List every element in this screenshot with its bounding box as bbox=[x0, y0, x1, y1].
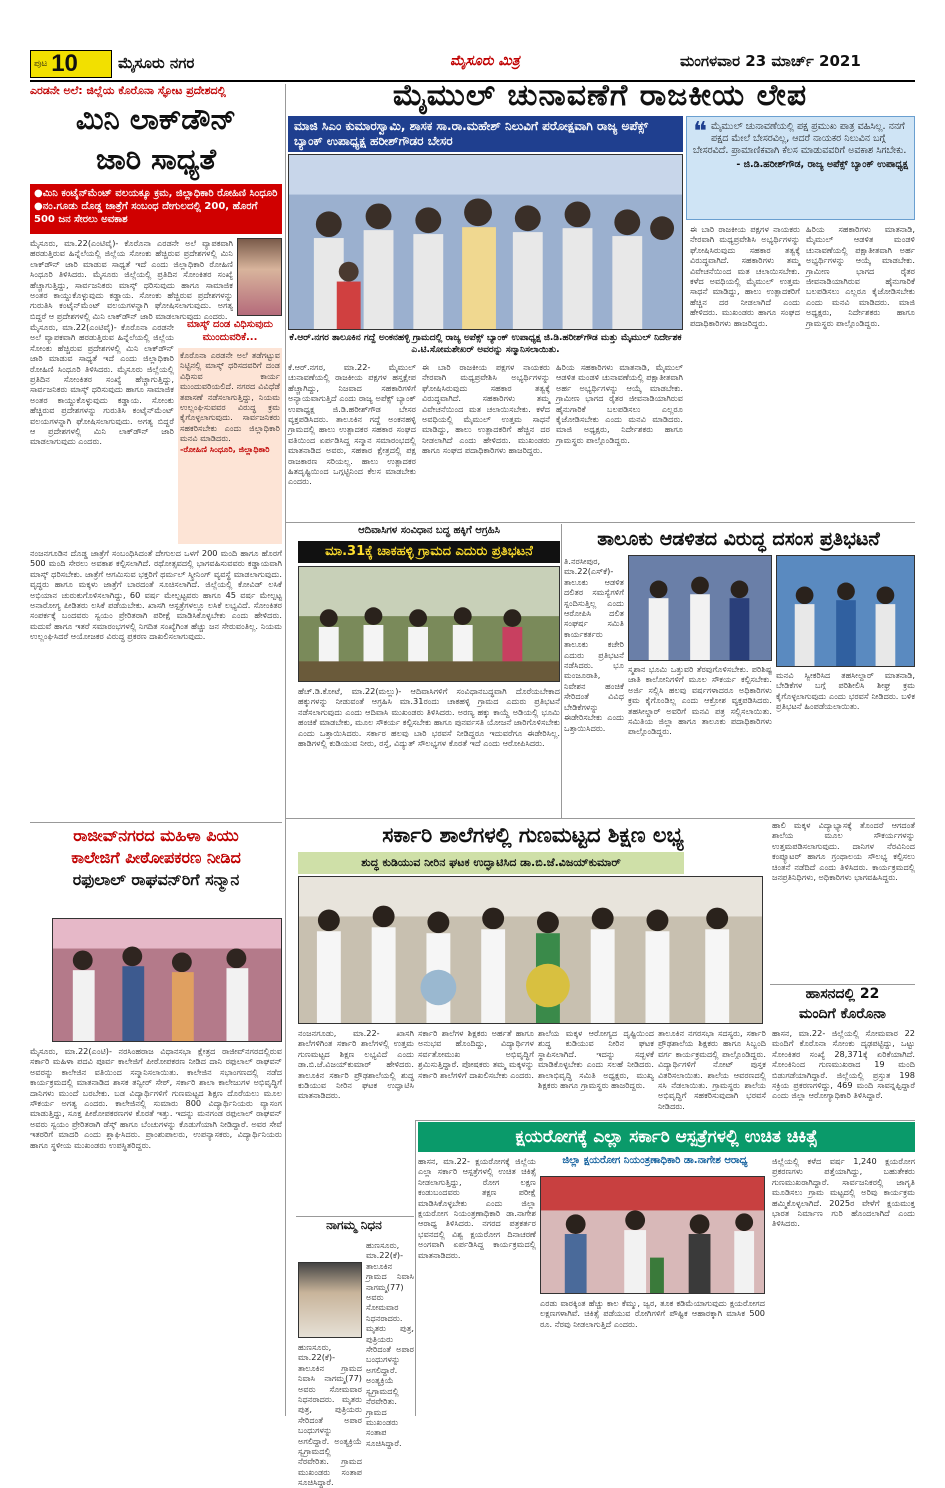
quote-mark-icon: ❝ bbox=[693, 117, 707, 147]
lockdown-headline-line1: ಮಿನಿ ಲಾಕ್‌ಡೌನ್ bbox=[75, 102, 237, 136]
mask-fine-box-title: ಮಾಸ್ಕ್ ದಂಡ ವಿಧಿಸುವುದು ಮುಂದುವರಿಕೆ... bbox=[187, 319, 273, 343]
lockdown-kicker: ಎರಡನೇ ಅಲೆ: ಜಿಲ್ಲೆಯ ಕೊರೊನಾ ಸ್ಫೋಟ ಪ್ರದೇಶದಲ್ಲಿ bbox=[30, 84, 226, 97]
rajiv-headline-line3: ರಫುಲಾಲ್ ರಾಘವನ್‌ರಿಗೆ ಸನ್ಮಾನ bbox=[72, 870, 240, 889]
lead-body-col5: ಹಿರಿಯ ಸಹಕಾರಿಗಳು ಮಾತನಾಡಿ, ಮೈಮುಲ್ ಆಡಳಿತ ಮಂಡಳಿ ಚುನಾವಣೆಯಲ್ಲಿ ಪಕ್ಷಾತೀತವಾಗಿ ಅರ್ಹ ಅಭ್ಯರ್ಥಿಗಳನ್ನು ಆಯ್ಕೆ ಮಾಡಬೇಕು. ಗ್ರಾಮೀಣ ಭಾಗದ ರೈತರ ಜೀವನಾಡಿಯಾಗಿರುವ ಹೈನುಗಾರಿಕೆ ಬಲಪಡಿಸಲು ಎಲ್ಲರೂ ಕೈಜೋಡಿಸಬೇಕು ಎಂದು ಮನವಿ ಮಾಡಿದರು. ಮಾಜಿ ಅಧ್ಯಕ್ಷರು, ನಿರ್ದೇಶಕರು ಹಾಗೂ ಗ್ರಾಮಸ್ಥರು ಪಾಲ್ಗೊಂಡಿದ್ದರು. bbox=[806, 224, 915, 328]
hassan-body: ಹಾಸನ, ಮಾ.22- ಜಿಲ್ಲೆಯಲ್ಲಿ ಸೋಮವಾರ 22 ಮಂದಿಗೆ ಕೊರೊನಾ ಸೋಂಕು ದೃಢಪಟ್ಟಿದ್ದು, ಒಟ್ಟು ಸೋಂಕಿತರ ಸಂಖ್ಯೆ 28,371ಕ್ಕೆ ಏರಿಕೆಯಾಗಿದೆ. ಸೋಂಕಿನಿಂದ ಗುಣಮುಖರಾದ 19 ಮಂದಿ ಬಿಡುಗಡೆಯಾಗಿದ್ದಾರೆ. ಜಿಲ್ಲೆಯಲ್ಲಿ ಪ್ರಸ್ತುತ 198 ಸಕ್ರಿಯ ಪ್ರಕರಣಗಳಿದ್ದು, 469 ಮಂದಿ ಸಾವನ್ನಪ್ಪಿದ್ದಾರೆ ಎಂದು ಜಿಲ್ಲಾ ಆರೋಗ್ಯಾಧಿಕಾರಿ ತಿಳಿಸಿದ್ದಾರೆ. bbox=[772, 1028, 915, 1101]
page-label: ಪುಟ bbox=[34, 59, 48, 69]
dc-portrait bbox=[237, 238, 282, 316]
rajiv-body: ಮೈಸೂರು, ಮಾ.22(ಎಂಟಿ)- ನರಸಿಂಹರಾಜ ವಿಧಾನಸಭಾ ಕ್ಷೇತ್ರದ ರಾಜೀವ್‌ನಗರದಲ್ಲಿರುವ ಸರ್ಕಾರಿ ಮಹಿಳಾ ಪದವಿ ಪೂರ್ವ ಕಾಲೇಜಿಗೆ ಪೀಠೋಪಕರಣ ನೀಡಿದ ದಾನಿ ರಫುಲಾಲ್ ರಾಘವನ್ ಅವರನ್ನು ಕಾಲೇಜಿನ ವತಿಯಿಂದ ಸನ್ಮಾನಿಸಲಾಯಿತು. ಕಾಲೇಜಿನ ಸಭಾಂಗಣದಲ್ಲಿ ನಡೆದ ಕಾರ್ಯಕ್ರಮದಲ್ಲಿ ಮಾತನಾಡಿದ ಶಾಸಕ ತನ್ವೀರ್ ಸೇಠ್, ಸರ್ಕಾರಿ ಶಾಲಾ ಕಾಲೇಜುಗಳ ಅಭಿವೃದ್ಧಿಗೆ ದಾನಿಗಳು ಮುಂದೆ ಬರಬೇಕು. ಬಡ ವಿದ್ಯಾರ್ಥಿಗಳಿಗೆ ಗುಣಮಟ್ಟದ ಶಿಕ್ಷಣ ದೊರೆಯಲು ಮೂಲ ಸೌಕರ್ಯ ಅಗತ್ಯ ಎಂದರು. ಕಾಲೇಜಿನಲ್ಲಿ ಸುಮಾರು 800 ವಿದ್ಯಾರ್ಥಿನಿಯರು ವ್ಯಾಸಂಗ ಮಾಡುತ್ತಿದ್ದು, ಸೂಕ್ತ ಪೀಠೋಪಕರಣಗಳ ಕೊರತೆ ಇತ್ತು. ಇದನ್ನು ಮನಗಂಡ ರಫುಲಾಲ್ ರಾಘವನ್ ಅವರು ಸ್ವಯಂ ಪ್ರೇರಿತರಾಗಿ ಡೆಸ್ಕ್ ಹಾಗೂ ಬೆಂಚುಗಳನ್ನು ಕೊಡುಗೆಯಾಗಿ ನೀಡಿದ್ದಾರೆ. ಅವರ ಸೇವೆ ಇತರರಿಗೆ ಮಾದರಿ ಎಂದು ಶ್ಲಾಘಿಸಿದರು. ಪ್ರಾಂಶುಪಾಲರು, ಉಪನ್ಯಾಸಕರು, ವಿದ್ಯಾರ್ಥಿನಿಯರು ಹಾಗೂ ಸ್ಥಳೀಯ ಮುಖಂಡರು ಉಪಸ್ಥಿತರಿದ್ದರು. bbox=[30, 1046, 282, 1150]
rule-above-hassan bbox=[770, 984, 915, 985]
lead-photo bbox=[288, 154, 683, 330]
rule-above-rajiv bbox=[30, 822, 282, 823]
lockdown-highlights: ●ಮಿನಿ ಕಂಟೈನ್‌ಮೆಂಟ್ ವಲಯಕ್ಕೂ ಕ್ರಮ, ಜಿಲ್ಲಾಧಿಕಾರಿ ರೋಹಿಣಿ ಸಿಂಧೂರಿ ●ನಂ.ಗೂಡು ದೊಡ್ಡ ಜಾತ್ರೆಗೆ ಸಂಬಂಧ ದೇಗುಲದಲ್ಲಿ 200, ಹೊರಗೆ 500 ಜನ ಸೇರಲು ಅವಕಾಶ bbox=[30, 184, 282, 234]
page-number: 10 bbox=[51, 50, 78, 77]
lead-headline: ಮೈಮುಲ್ ಚುನಾವಣೆಗೆ ರಾಜಕೀಯ ಲೇಪ bbox=[392, 78, 808, 113]
mask-fine-box-signature: -ರೋಹಿಣಿ ಸಿಂಧೂರಿ, ಜಿಲ್ಲಾಧಿಕಾರಿ bbox=[180, 443, 270, 454]
school-body-col2: ಸರ್ಕಾರಿ ಶಾಲೆಗಳ ಶಿಕ್ಷಕರು ಅರ್ಹತೆ ಹಾಗೂ ಅನುಭವ ಹೊಂದಿದ್ದು, ವಿದ್ಯಾರ್ಥಿಗಳ ಸರ್ವತೋಮುಖ ಅಭಿವೃದ್ಧಿಗೆ ಶ್ರಮಿಸುತ್ತಿದ್ದಾರೆ. ಪೋಷಕರು ತಮ್ಮ ಮಕ್ಕಳನ್ನು ಸರ್ಕಾರಿ ಶಾಲೆಗಳಿಗೆ ದಾಖಲಿಸಬೇಕು ಎಂದರು. bbox=[418, 1028, 534, 1080]
hassan-headline-line1: ಹಾಸನದಲ್ಲಿ 22 bbox=[805, 986, 880, 1002]
rule-below-lead bbox=[286, 522, 915, 523]
hassan-headline-line2: ಮಂದಿಗೆ ಕೊರೊನಾ bbox=[799, 1006, 886, 1022]
lead-quote-box bbox=[686, 116, 915, 220]
school-subheadline: ಶುದ್ಧ ಕುಡಿಯುವ ನೀರಿನ ಘಟಕ ಉದ್ಘಾಟಿಸಿದ ಡಾ.ಬಿ.ಜೆ.ವಿಜಯ್‌ಕುಮಾರ್ bbox=[298, 852, 684, 874]
obituary-headline: ನಾಗಮ್ಮ ನಿಧನ bbox=[326, 1218, 382, 1232]
mask-fine-box bbox=[178, 348, 282, 544]
tb-body-col1: ಹಾಸನ, ಮಾ.22- ಕ್ಷಯರೋಗಕ್ಕೆ ಜಿಲ್ಲೆಯ ಎಲ್ಲಾ ಸರ್ಕಾರಿ ಆಸ್ಪತ್ರೆಗಳಲ್ಲಿ ಉಚಿತ ಚಿಕಿತ್ಸೆ ನೀಡಲಾಗುತ್ತಿದ್ದು, ರೋಗ ಲಕ್ಷಣ ಕಂಡುಬಂದವರು ತಕ್ಷಣ ಪರೀಕ್ಷೆ ಮಾಡಿಸಿಕೊಳ್ಳಬೇಕು ಎಂದು ಜಿಲ್ಲಾ ಕ್ಷಯರೋಗ ನಿಯಂತ್ರಣಾಧಿಕಾರಿ ಡಾ.ನಾಗೇಶ ಆರಾಧ್ಯ ತಿಳಿಸಿದರು. ನಗರದ ಪತ್ರಕರ್ತರ ಭವನದಲ್ಲಿ ವಿಶ್ವ ಕ್ಷಯರೋಗ ದಿನಾಚರಣೆ ಅಂಗವಾಗಿ ಏರ್ಪಡಿಸಿದ್ದ ಕಾರ್ಯಕ್ರಮದಲ್ಲಿ ಮಾತನಾಡಿದರು. bbox=[418, 1156, 536, 1260]
paper-logo: ಮೈಸೂರು ಮಿತ್ರ bbox=[450, 53, 520, 69]
tb-photo bbox=[540, 1176, 765, 1294]
school-body-col5: ಹಾಲಿ ಮಕ್ಕಳ ವಿದ್ಯಾಭ್ಯಾಸಕ್ಕೆ ತೊಂದರೆ ಆಗದಂತೆ ಶಾಲೆಯ ಮೂಲ ಸೌಕರ್ಯಗಳನ್ನು ಉತ್ತಮಪಡಿಸಲಾಗುವುದು. ದಾನಿಗಳ ನೆರವಿನಿಂದ ಕಂಪ್ಯೂಟರ್ ಹಾಗೂ ಗ್ರಂಥಾಲಯ ಸೌಲಭ್ಯ ಕಲ್ಪಿಸಲು ಚಿಂತನೆ ನಡೆದಿದೆ ಎಂದು ತಿಳಿಸಿದರು. ಕಾರ್ಯಕ್ರಮದಲ್ಲಿ ಜನಪ್ರತಿನಿಧಿಗಳು, ಅಧಿಕಾರಿಗಳು ಭಾಗವಹಿಸಿದ್ದರು. bbox=[772, 820, 915, 883]
school-body-col1: ನಂಜನಗೂಡು, ಮಾ.22- ಖಾಸಗಿ ಶಾಲೆಗಳಿಗಿಂತ ಸರ್ಕಾರಿ ಶಾಲೆಗಳಲ್ಲಿ ಉತ್ತಮ ಗುಣಮಟ್ಟದ ಶಿಕ್ಷಣ ಲಭ್ಯವಿದೆ ಎಂದು ಡಾ.ಬಿ.ಜೆ.ವಿಜಯ್‌ಕುಮಾರ್ ಹೇಳಿದರು. ತಾಲೂಕಿನ ಸರ್ಕಾರಿ ಪ್ರೌಢಶಾಲೆಯಲ್ಲಿ ಶುದ್ಧ ಕುಡಿಯುವ ನೀರಿನ ಘಟಕ ಉದ್ಘಾಟಿಸಿ ಮಾತನಾಡಿದರು. bbox=[298, 1028, 414, 1101]
tribal-body: ಹೆಚ್.ಡಿ.ಕೋಟೆ, ಮಾ.22(ಮಲ್ಲು)- ಆದಿವಾಸಿಗಳಿಗೆ ಸಂವಿಧಾನಬದ್ಧವಾಗಿ ದೊರೆಯಬೇಕಾದ ಹಕ್ಕುಗಳನ್ನು ನೀಡುವಂತೆ ಆಗ್ರಹಿಸಿ ಮಾ.31ರಂದು ಚಾಕಹಳ್ಳಿ ಗ್ರಾಮದ ಎದುರು ಪ್ರತಿಭಟನೆ ನಡೆಸಲಾಗುವುದು ಎಂದು ಆದಿವಾಸಿ ಮುಖಂಡರು ತಿಳಿಸಿದರು. ಅರಣ್ಯ ಹಕ್ಕು ಕಾಯ್ದೆ ಅಡಿಯಲ್ಲಿ ಭೂಮಿ ಹಂಚಿಕೆ ಮಾಡಬೇಕು, ಮೂಲ ಸೌಕರ್ಯ ಕಲ್ಪಿಸಬೇಕು ಹಾಗೂ ಪುನರ್ವಸತಿ ಯೋಜನೆ ಜಾರಿಗೊಳಿಸಬೇಕು ಎಂದು ಒತ್ತಾಯಿಸಿದರು. ಸರ್ಕಾರ ಹಲವು ಬಾರಿ ಭರವಸೆ ನೀಡಿದ್ದರೂ ಇದುವರೆಗೂ ಈಡೇರಿಸಿಲ್ಲ. ಹಾಡಿಗಳಲ್ಲಿ ಕುಡಿಯುವ ನೀರು, ರಸ್ತೆ, ವಿದ್ಯುತ್ ಸೌಲಭ್ಯಗಳ ಕೊರತೆ ಇದೆ ಎಂದು ಆರೋಪಿಸಿದರು. bbox=[298, 686, 560, 749]
school-body-col3: ಶಾಲೆಯ ಮಕ್ಕಳ ಆರೋಗ್ಯದ ದೃಷ್ಟಿಯಿಂದ ಶುದ್ಧ ಕುಡಿಯುವ ನೀರಿನ ಘಟಕ ಸ್ಥಾಪಿಸಲಾಗಿದೆ. ಇದನ್ನು ಸದ್ಬಳಕೆ ಮಾಡಿಕೊಳ್ಳಬೇಕು ಎಂದು ಸಲಹೆ ನೀಡಿದರು. ಶಾಲಾಭಿವೃದ್ಧಿ ಸಮಿತಿ ಅಧ್ಯಕ್ಷರು, ಮುಖ್ಯ ಶಿಕ್ಷಕರು ಹಾಗೂ ಗ್ರಾಮಸ್ಥರು ಹಾಜರಿದ್ದರು. bbox=[538, 1028, 654, 1091]
lead-quote-text: ಮೈಮುಲ್ ಚುನಾವಣೆಯಲ್ಲಿ ಪಕ್ಷ ಪ್ರಮುಖ ಪಾತ್ರ ವಹಿಸಿಲ್ಲ. ನನಗೆ ಪಕ್ಷದ ಮೇಲೆ ಬೇಸರವಿಲ್ಲ, ಆದರೆ ನಾಯಕರ ನಿಲುವಿನ ಬಗ್ಗೆ ಬೇಸರವಿದೆ. ಪ್ರಾಮಾಣಿಕವಾಗಿ ಕೆಲಸ ಮಾಡುವವರಿಗೆ ಅವಕಾಶ ಸಿಗಬೇಕು. bbox=[693, 121, 907, 156]
column-rule-mid bbox=[561, 524, 562, 818]
protest-photo-2 bbox=[776, 555, 915, 667]
rule-above-tb bbox=[416, 1120, 915, 1121]
tribal-headline: ಮಾ.31ಕ್ಕೆ ಚಾಕಹಳ್ಳಿ ಗ್ರಾಮದ ಎದುರು ಪ್ರತಿಭಟನೆ bbox=[298, 541, 560, 563]
mask-fine-box-body: ಕೊರೊನಾ ಎರಡನೇ ಅಲೆ ತಡೆಗಟ್ಟುವ ನಿಟ್ಟಿನಲ್ಲಿ ಮಾಸ್ಕ್ ಧರಿಸದವರಿಗೆ ದಂಡ ವಿಧಿಸುವ ಕಾರ್ಯ ಮುಂದುವರಿಯಲಿದೆ. ನಗರದ ವಿವಿಧೆಡೆ ತಪಾಸಣೆ ನಡೆಸಲಾಗುತ್ತಿದ್ದು, ನಿಯಮ ಉಲ್ಲಂಘಿಸುವವರ ವಿರುದ್ಧ ಕ್ರಮ ಕೈಗೊಳ್ಳಲಾಗುವುದು. ಸಾರ್ವಜನಿಕರು ಸಹಕರಿಸಬೇಕು ಎಂದು ಜಿಲ್ಲಾಧಿಕಾರಿ ಮನವಿ ಮಾಡಿದರು. bbox=[180, 350, 280, 444]
lead-quote-attribution: - ಜಿ.ಡಿ.ಹರೀಶ್‌ಗೌಡ, ರಾಜ್ಯ ಅಪೆಕ್ಸ್ ಬ್ಯಾಂಕ್ ಉಪಾಧ್ಯಕ್ಷ bbox=[736, 159, 908, 170]
lockdown-body-intro: ಮೈಸೂರು, ಮಾ.22(ಎಂಟಿವೈ)- ಕೊರೊನಾ ಎರಡನೇ ಅಲೆ ವ್ಯಾಪಕವಾಗಿ ಹರಡುತ್ತಿರುವ ಹಿನ್ನೆಲೆಯಲ್ಲಿ ಜಿಲ್ಲೆಯ ಸೋಂಕು ಹೆಚ್ಚಿರುವ ಪ್ರದೇಶಗಳಲ್ಲಿ ಮಿನಿ ಲಾಕ್‌ಡೌನ್ ಜಾರಿ ಮಾಡುವ ಸಾಧ್ಯತೆ ಇದೆ ಎಂದು ಜಿಲ್ಲಾಧಿಕಾರಿ ರೋಹಿಣಿ ಸಿಂಧೂರಿ ತಿಳಿಸಿದರು. ಮೈಸೂರು ಜಿಲ್ಲೆಯಲ್ಲಿ ಪ್ರತಿದಿನ ಸೋಂಕಿತರ ಸಂಖ್ಯೆ ಹೆಚ್ಚಾಗುತ್ತಿದ್ದು, ಸಾರ್ವಜನಿಕರು ಮಾಸ್ಕ್ ಧರಿಸುವುದು ಹಾಗೂ ಸಾಮಾಜಿಕ ಅಂತರ ಕಾಯ್ದುಕೊಳ್ಳುವುದು ಕಡ್ಡಾಯ. ಸೋಂಕು ಹೆಚ್ಚಿರುವ ಪ್ರದೇಶಗಳನ್ನು ಗುರುತಿಸಿ ಕಂಟೈನ್‌ಮೆಂಟ್ ವಲಯಗಳನ್ನಾಗಿ ಘೋಷಿಸಲಾಗುವುದು. ಅಗತ್ಯ ಬಿದ್ದರೆ ಆ ಪ್ರದೇಶಗಳಲ್ಲಿ ಮಿನಿ ಲಾಕ್‌ಡೌನ್ ಜಾರಿ ಮಾಡಲಾಗುವುದು ಎಂದರು. bbox=[30, 238, 233, 321]
protest-headline: ತಾಲೂಕು ಆಡಳಿತದ ವಿರುದ್ಧ ದಸಂಸ ಪ್ರತಿಭಟನೆ bbox=[597, 528, 880, 550]
protest-body-col2: ಸ್ಮಶಾನ ಭೂಮಿ ಒತ್ತುವರಿ ತೆರವುಗೊಳಿಸಬೇಕು. ಪರಿಶಿಷ್ಟ ಜಾತಿ ಕಾಲೋನಿಗಳಿಗೆ ಮೂಲ ಸೌಕರ್ಯ ಕಲ್ಪಿಸಬೇಕು. ಅರ್ಜಿ ಸಲ್ಲಿಸಿ ಹಲವು ವರ್ಷಗಳಾದರೂ ಅಧಿಕಾರಿಗಳು ಕ್ರಮ ಕೈಗೊಂಡಿಲ್ಲ ಎಂದು ಆಕ್ರೋಶ ವ್ಯಕ್ತಪಡಿಸಿದರು. ತಹಸೀಲ್ದಾರ್ ಅವರಿಗೆ ಮನವಿ ಪತ್ರ ಸಲ್ಲಿಸಲಾಯಿತು. ಸಮಿತಿಯ ಜಿಲ್ಲಾ ಹಾಗೂ ತಾಲೂಕು ಪದಾಧಿಕಾರಿಗಳು ಪಾಲ್ಗೊಂಡಿದ್ದರು. bbox=[628, 664, 772, 737]
lockdown-body-col1: ಮೈಸೂರು, ಮಾ.22(ಎಂಟಿವೈ)- ಕೊರೊನಾ ಎರಡನೇ ಅಲೆ ವ್ಯಾಪಕವಾಗಿ ಹರಡುತ್ತಿರುವ ಹಿನ್ನೆಲೆಯಲ್ಲಿ ಜಿಲ್ಲೆಯ ಸೋಂಕು ಹೆಚ್ಚಿರುವ ಪ್ರದೇಶಗಳಲ್ಲಿ ಮಿನಿ ಲಾಕ್‌ಡೌನ್ ಜಾರಿ ಮಾಡುವ ಸಾಧ್ಯತೆ ಇದೆ ಎಂದು ಜಿಲ್ಲಾಧಿಕಾರಿ ರೋಹಿಣಿ ಸಿಂಧೂರಿ ತಿಳಿಸಿದರು. ಮೈಸೂರು ಜಿಲ್ಲೆಯಲ್ಲಿ ಪ್ರತಿದಿನ ಸೋಂಕಿತರ ಸಂಖ್ಯೆ ಹೆಚ್ಚಾಗುತ್ತಿದ್ದು, ಸಾರ್ವಜನಿಕರು ಮಾಸ್ಕ್ ಧರಿಸುವುದು ಹಾಗೂ ಸಾಮಾಜಿಕ ಅಂತರ ಕಾಯ್ದುಕೊಳ್ಳುವುದು ಕಡ್ಡಾಯ. ಸೋಂಕು ಹೆಚ್ಚಿರುವ ಪ್ರದೇಶಗಳನ್ನು ಗುರುತಿಸಿ ಕಂಟೈನ್‌ಮೆಂಟ್ ವಲಯಗಳನ್ನಾಗಿ ಘೋಷಿಸಲಾಗುವುದು. ಅಗತ್ಯ ಬಿದ್ದರೆ ಆ ಪ್ರದೇಶಗಳಲ್ಲಿ ಮಿನಿ ಲಾಕ್‌ಡೌನ್ ಜಾರಿ ಮಾಡಲಾಗುವುದು ಎಂದರು. bbox=[30, 322, 174, 447]
school-photo bbox=[298, 876, 763, 1024]
lead-body-col4: ಈ ಬಾರಿ ರಾಜಕೀಯ ಪಕ್ಷಗಳ ನಾಯಕರು ನೇರವಾಗಿ ಮಧ್ಯಪ್ರವೇಶಿಸಿ ಅಭ್ಯರ್ಥಿಗಳನ್ನು ಘೋಷಿಸಿರುವುದು ಸಹಕಾರ ತತ್ವಕ್ಕೆ ವಿರುದ್ಧವಾಗಿದೆ. ಸಹಕಾರಿಗಳು ತಮ್ಮ ವಿವೇಚನೆಯಿಂದ ಮತ ಚಲಾಯಿಸಬೇಕು. ಕಳೆದ ಅವಧಿಯಲ್ಲಿ ಮೈಮುಲ್ ಉತ್ತಮ ಸಾಧನೆ ಮಾಡಿದ್ದು, ಹಾಲು ಉತ್ಪಾದಕರಿಗೆ ಹೆಚ್ಚಿನ ದರ ನೀಡಲಾಗಿದೆ ಎಂದು ಹೇಳಿದರು. ಮುಖಂಡರು ಹಾಗೂ ಸಂಘದ ಪದಾಧಿಕಾರಿಗಳು ಹಾಜರಿದ್ದರು. bbox=[690, 224, 800, 328]
lockdown-body-col2: ನಂಜನಗೂಡಿನ ದೊಡ್ಡ ಜಾತ್ರೆಗೆ ಸಂಬಂಧಿಸಿದಂತೆ ದೇಗುಲದ ಒಳಗೆ 200 ಮಂದಿ ಹಾಗೂ ಹೊರಗೆ 500 ಮಂದಿ ಸೇರಲು ಅವಕಾಶ ಕಲ್ಪಿಸಲಾಗಿದೆ. ರಥೋತ್ಸವದಲ್ಲಿ ಭಾಗವಹಿಸುವವರು ಕಡ್ಡಾಯವಾಗಿ ಮಾಸ್ಕ್ ಧರಿಸಬೇಕು. ಜಾತ್ರೆಗೆ ಆಗಮಿಸುವ ಭಕ್ತರಿಗೆ ಥರ್ಮಲ್ ಸ್ಕ್ರೀನಿಂಗ್ ವ್ಯವಸ್ಥೆ ಮಾಡಲಾಗುವುದು. ವೃದ್ಧರು ಹಾಗೂ ಮಕ್ಕಳು ಜಾತ್ರೆಗೆ ಬಾರದಂತೆ ಸೂಚಿಸಲಾಗಿದೆ. ಜಿಲ್ಲೆಯಲ್ಲಿ ಕೋವಿಡ್ ಲಸಿಕೆ ಅಭಿಯಾನ ಚುರುಕುಗೊಳಿಸಲಾಗಿದ್ದು, 60 ವರ್ಷ ಮೇಲ್ಪಟ್ಟವರು ಹಾಗೂ 45 ವರ್ಷ ಮೇಲ್ಪಟ್ಟ ಅನಾರೋಗ್ಯ ಪೀಡಿತರು ಲಸಿಕೆ ಪಡೆಯಬೇಕು. ಖಾಸಗಿ ಆಸ್ಪತ್ರೆಗಳಲ್ಲೂ ಲಸಿಕೆ ಲಭ್ಯವಿದೆ. ಸೋಂಕಿತರ ಸಂಪರ್ಕಕ್ಕೆ ಬಂದವರು ಸ್ವಯಂ ಪ್ರೇರಿತರಾಗಿ ಪರೀಕ್ಷೆ ಮಾಡಿಸಿಕೊಳ್ಳಬೇಕು ಎಂದು ಹೇಳಿದರು. ಮದುವೆ ಹಾಗೂ ಇತರೆ ಸಮಾರಂಭಗಳಲ್ಲಿ ನಿಗದಿತ ಸಂಖ್ಯೆಗಿಂತ ಹೆಚ್ಚು ಜನ ಸೇರುವಂತಿಲ್ಲ. ನಿಯಮ ಉಲ್ಲಂಘಿಸಿದರೆ ಆಯೋಜಕರ ವಿರುದ್ಧ ಪ್ರಕರಣ ದಾಖಲಿಸಲಾಗುವುದು. bbox=[30, 548, 282, 642]
tribal-photo bbox=[298, 566, 560, 682]
rajiv-photo bbox=[52, 918, 282, 1042]
tb-body-col3: ಜಿಲ್ಲೆಯಲ್ಲಿ ಕಳೆದ ವರ್ಷ 1,240 ಕ್ಷಯರೋಗ ಪ್ರಕರಣಗಳು ಪತ್ತೆಯಾಗಿದ್ದು, ಬಹುತೇಕರು ಗುಣಮುಖರಾಗಿದ್ದಾರೆ. ಸಾರ್ವಜನಿಕರಲ್ಲಿ ಜಾಗೃತಿ ಮೂಡಿಸಲು ಗ್ರಾಮ ಮಟ್ಟದಲ್ಲಿ ಅರಿವು ಕಾರ್ಯಕ್ರಮ ಹಮ್ಮಿಕೊಳ್ಳಲಾಗಿದೆ. 2025ರ ವೇಳೆಗೆ ಕ್ಷಯಮುಕ್ತ ಭಾರತ ನಿರ್ಮಾಣ ಗುರಿ ಹೊಂದಲಾಗಿದೆ ಎಂದು ತಿಳಿಸಿದರು. bbox=[772, 1156, 915, 1229]
column-rule-tb bbox=[415, 1120, 416, 1416]
obituary-body: ಹುಣಸೂರು, ಮಾ.22(ಕೆ)- ತಾಲೂಕಿನ ಗ್ರಾಮದ ನಿವಾಸಿ ನಾಗಮ್ಮ(77) ಅವರು ಸೋಮವಾರ ನಿಧನರಾದರು. ಮೃತರು ಪುತ್ರ, ಪುತ್ರಿಯರು ಸೇರಿದಂತೆ ಅಪಾರ ಬಂಧುಗಳನ್ನು ಅಗಲಿದ್ದಾರೆ. ಅಂತ್ಯಕ್ರಿಯೆ ಸ್ವಗ್ರಾಮದಲ್ಲಿ ನೆರವೇರಿತು. ಗ್ರಾಮದ ಮುಖಂಡರು ಸಂತಾಪ ಸೂಚಿಸಿದ್ದಾರೆ. bbox=[298, 1342, 362, 1488]
rule-above-school bbox=[286, 818, 915, 819]
school-headline: ಸರ್ಕಾರಿ ಶಾಲೆಗಳಲ್ಲಿ ಗುಣಮಟ್ಟದ ಶಿಕ್ಷಣ ಲಭ್ಯ bbox=[382, 823, 684, 847]
rule-above-obituary bbox=[296, 1216, 414, 1217]
lead-body-col1: ಕೆ.ಆರ್.ನಗರ, ಮಾ.22- ಮೈಮುಲ್ ಚುನಾವಣೆಯಲ್ಲಿ ರಾಜಕೀಯ ಪಕ್ಷಗಳ ಹಸ್ತಕ್ಷೇಪ ಹೆಚ್ಚಾಗಿದ್ದು, ನಿಜವಾದ ಸಹಕಾರಿಗಳಿಗೆ ಅನ್ಯಾಯವಾಗುತ್ತಿದೆ ಎಂದು ರಾಜ್ಯ ಅಪೆಕ್ಸ್ ಬ್ಯಾಂಕ್ ಉಪಾಧ್ಯಕ್ಷ ಜಿ.ಡಿ.ಹರೀಶ್‌ಗೌಡ ಬೇಸರ ವ್ಯಕ್ತಪಡಿಸಿದರು. ತಾಲೂಕಿನ ಗದ್ದೆ ಅಂಕನಹಳ್ಳಿ ಗ್ರಾಮದಲ್ಲಿ ಹಾಲು ಉತ್ಪಾದಕರ ಸಹಕಾರ ಸಂಘದ ವತಿಯಿಂದ ಏರ್ಪಡಿಸಿದ್ದ ಸನ್ಮಾನ ಸಮಾರಂಭದಲ್ಲಿ ಮಾತನಾಡಿದ ಅವರು, ಸಹಕಾರ ಕ್ಷೇತ್ರದಲ್ಲಿ ಪಕ್ಷ ರಾಜಕಾರಣ ಸರಿಯಲ್ಲ. ಹಾಲು ಉತ್ಪಾದಕರ ಹಿತದೃಷ್ಟಿಯಿಂದ ಒಗ್ಗಟ್ಟಿನಿಂದ ಕೆಲಸ ಮಾಡಬೇಕು ಎಂದರು. bbox=[288, 362, 416, 487]
obituary-body-side: ಹುಣಸೂರು, ಮಾ.22(ಕೆ)- ತಾಲೂಕಿನ ಗ್ರಾಮದ ನಿವಾಸಿ ನಾಗಮ್ಮ(77) ಅವರು ಸೋಮವಾರ ನಿಧನರಾದರು. ಮೃತರು ಪುತ್ರ, ಪುತ್ರಿಯರು ಸೇರಿದಂತೆ ಅಪಾರ ಬಂಧುಗಳನ್ನು ಅಗಲಿದ್ದಾರೆ. ಅಂತ್ಯಕ್ರಿಯೆ ಸ್ವಗ್ರಾಮದಲ್ಲಿ ನೆರವೇರಿತು. ಗ್ರಾಮದ ಮುಖಂಡರು ಸಂತಾಪ ಸೂಚಿಸಿದ್ದಾರೆ. bbox=[366, 1240, 414, 1448]
obituary-portrait bbox=[298, 1262, 362, 1338]
issue-date: ಮಂಗಳವಾರ 23 ಮಾರ್ಚ್ 2021 bbox=[680, 52, 861, 70]
tb-headline: ಕ್ಷಯರೋಗಕ್ಕೆ ಎಲ್ಲಾ ಸರ್ಕಾರಿ ಆಸ್ಪತ್ರೆಗಳಲ್ಲಿ ಉಚಿತ ಚಿಕಿತ್ಸೆ bbox=[418, 1122, 915, 1152]
lead-body-col2: ಈ ಬಾರಿ ರಾಜಕೀಯ ಪಕ್ಷಗಳ ನಾಯಕರು ನೇರವಾಗಿ ಮಧ್ಯಪ್ರವೇಶಿಸಿ ಅಭ್ಯರ್ಥಿಗಳನ್ನು ಘೋಷಿಸಿರುವುದು ಸಹಕಾರ ತತ್ವಕ್ಕೆ ವಿರುದ್ಧವಾಗಿದೆ. ಸಹಕಾರಿಗಳು ತಮ್ಮ ವಿವೇಚನೆಯಿಂದ ಮತ ಚಲಾಯಿಸಬೇಕು. ಕಳೆದ ಅವಧಿಯಲ್ಲಿ ಮೈಮುಲ್ ಉತ್ತಮ ಸಾಧನೆ ಮಾಡಿದ್ದು, ಹಾಲು ಉತ್ಪಾದಕರಿಗೆ ಹೆಚ್ಚಿನ ದರ ನೀಡಲಾಗಿದೆ ಎಂದು ಹೇಳಿದರು. ಮುಖಂಡರು ಹಾಗೂ ಸಂಘದ ಪದಾಧಿಕಾರಿಗಳು ಹಾಜರಿದ್ದರು. bbox=[422, 362, 550, 456]
lockdown-headline-line2: ಜಾರಿ ಸಾಧ್ಯತೆ bbox=[95, 142, 217, 176]
tb-body-col2: ಎರಡು ವಾರಕ್ಕಿಂತ ಹೆಚ್ಚು ಕಾಲ ಕೆಮ್ಮು, ಜ್ವರ, ತೂಕ ಕಡಿಮೆಯಾಗುವುದು ಕ್ಷಯರೋಗದ ಲಕ್ಷಣಗಳಾಗಿವೆ. ಚಿಕಿತ್ಸೆ ಪಡೆಯುವ ರೋಗಿಗಳಿಗೆ ಪೌಷ್ಟಿಕ ಆಹಾರಕ್ಕಾಗಿ ಮಾಸಿಕ 500 ರೂ. ನೆರವು ನೀಡಲಾಗುತ್ತಿದೆ ಎಂದರು. bbox=[540, 1298, 765, 1329]
section-name: ಮೈಸೂರು ನಗರ bbox=[118, 54, 195, 72]
protest-body-col3: ಮನವಿ ಸ್ವೀಕರಿಸಿದ ತಹಸೀಲ್ದಾರ್ ಮಾತನಾಡಿ, ಬೇಡಿಕೆಗಳ ಬಗ್ಗೆ ಪರಿಶೀಲಿಸಿ ಶೀಘ್ರ ಕ್ರಮ ಕೈಗೊಳ್ಳಲಾಗುವುದು ಎಂದು ಭರವಸೆ ನೀಡಿದರು. ಬಳಿಕ ಪ್ರತಿಭಟನೆ ಹಿಂಪಡೆಯಲಾಯಿತು. bbox=[776, 670, 915, 712]
rajiv-headline-line1: ರಾಜೀವ್‌ನಗರದ ಮಹಿಳಾ ಪಿಯು bbox=[73, 826, 239, 845]
protest-photo-1 bbox=[628, 555, 772, 661]
protest-body-col1: ತಿ.ನರಸೀಪುರ, ಮಾ.22(ಎಸ್‌ಕೆ)- ತಾಲೂಕು ಆಡಳಿತ ದಲಿತರ ಸಮಸ್ಯೆಗಳಿಗೆ ಸ್ಪಂದಿಸುತ್ತಿಲ್ಲ ಎಂದು ಆರೋಪಿಸಿ ದಲಿತ ಸಂಘರ್ಷ ಸಮಿತಿ ಕಾರ್ಯಕರ್ತರು ತಾಲೂಕು ಕಚೇರಿ ಎದುರು ಪ್ರತಿಭಟನೆ ನಡೆಸಿದರು. ಭೂ ಮಂಜೂರಾತಿ, ನಿವೇಶನ ಹಂಚಿಕೆ ಸೇರಿದಂತೆ ವಿವಿಧ ಬೇಡಿಕೆಗಳನ್ನು ಈಡೇರಿಸಬೇಕು ಎಂದು ಒತ್ತಾಯಿಸಿದರು. bbox=[564, 556, 624, 733]
lead-photo-caption: ಕೆ.ಆರ್.ನಗರ ತಾಲೂಕಿನ ಗದ್ದೆ ಅಂಕನಹಳ್ಳಿ ಗ್ರಾಮದಲ್ಲಿ ರಾಜ್ಯ ಅಪೆಕ್ಸ್ ಬ್ಯಾಂಕ್ ಉಪಾಧ್ಯಕ್ಷ ಜಿ.ಡಿ.ಹರೀಶ್‌ಗೌಡ ಮತ್ತು ಮೈಮುಲ್ ನಿರ್ದೇಶಕ ಎ.ಟಿ.ಸೋಮಶೇಖರ್ ಅವರನ್ನು ಸನ್ಮಾನಿಸಲಾಯಿತು. bbox=[289, 333, 682, 355]
lead-body-col3: ಹಿರಿಯ ಸಹಕಾರಿಗಳು ಮಾತನಾಡಿ, ಮೈಮುಲ್ ಆಡಳಿತ ಮಂಡಳಿ ಚುನಾವಣೆಯಲ್ಲಿ ಪಕ್ಷಾತೀತವಾಗಿ ಅರ್ಹ ಅಭ್ಯರ್ಥಿಗಳನ್ನು ಆಯ್ಕೆ ಮಾಡಬೇಕು. ಗ್ರಾಮೀಣ ಭಾಗದ ರೈತರ ಜೀವನಾಡಿಯಾಗಿರುವ ಹೈನುಗಾರಿಕೆ ಬಲಪಡಿಸಲು ಎಲ್ಲರೂ ಕೈಜೋಡಿಸಬೇಕು ಎಂದು ಮನವಿ ಮಾಡಿದರು. ಮಾಜಿ ಅಧ್ಯಕ್ಷರು, ನಿರ್ದೇಶಕರು ಹಾಗೂ ಗ್ರಾಮಸ್ಥರು ಪಾಲ್ಗೊಂಡಿದ್ದರು. bbox=[556, 362, 683, 445]
page-number-box bbox=[30, 50, 112, 78]
tb-subheadline: ಜಿಲ್ಲಾ ಕ್ಷಯರೋಗ ನಿಯಂತ್ರಣಾಧಿಕಾರಿ ಡಾ.ನಾಗೇಶ ಆರಾಧ್ಯ bbox=[562, 1155, 748, 1166]
school-body-col4: ತಾಲೂಕಿನ ನಗರಸಭಾ ಸದಸ್ಯರು, ಸರ್ಕಾರಿ ಪ್ರೌಢಶಾಲೆಯ ಶಿಕ್ಷಕರು ಹಾಗೂ ಸಿಬ್ಬಂದಿ ವರ್ಗ ಕಾರ್ಯಕ್ರಮದಲ್ಲಿ ಪಾಲ್ಗೊಂಡಿದ್ದರು. ವಿದ್ಯಾರ್ಥಿಗಳಿಗೆ ನೋಟ್ ಪುಸ್ತಕ ವಿತರಿಸಲಾಯಿತು. ಶಾಲೆಯ ಆವರಣದಲ್ಲಿ ಸಸಿ ನೆಡಲಾಯಿತು. ಗ್ರಾಮಸ್ಥರು ಶಾಲೆಯ ಅಭಿವೃದ್ಧಿಗೆ ಸಹಕರಿಸುವುದಾಗಿ ಭರವಸೆ ನೀಡಿದರು. bbox=[658, 1028, 766, 1111]
rajiv-headline-line2: ಕಾಲೇಜಿಗೆ ಪೀಠೋಪಕರಣ ನೀಡಿದ bbox=[71, 848, 241, 867]
column-rule-left bbox=[285, 84, 286, 1416]
lead-subheadline: ಮಾಜಿ ಸಿಎಂ ಕುಮಾರಸ್ವಾಮಿ, ಶಾಸಕ ಸಾ.ರಾ.ಮಹೇಶ್ ನಿಲುವಿಗೆ ಪರೋಕ್ಷವಾಗಿ ರಾಜ್ಯ ಅಪೆಕ್ಸ್ ಬ್ಯಾಂಕ್ ಉಪಾಧ್ಯಕ್ಷ ಹರೀಶ್‌ಗೌಡರ ಬೇಸರ bbox=[288, 116, 683, 152]
tribal-kicker: ಆದಿವಾಸಿಗಳ ಸಂವಿಧಾನ ಬದ್ಧ ಹಕ್ಕಿಗೆ ಆಗ್ರಹಿಸಿ bbox=[358, 525, 500, 536]
